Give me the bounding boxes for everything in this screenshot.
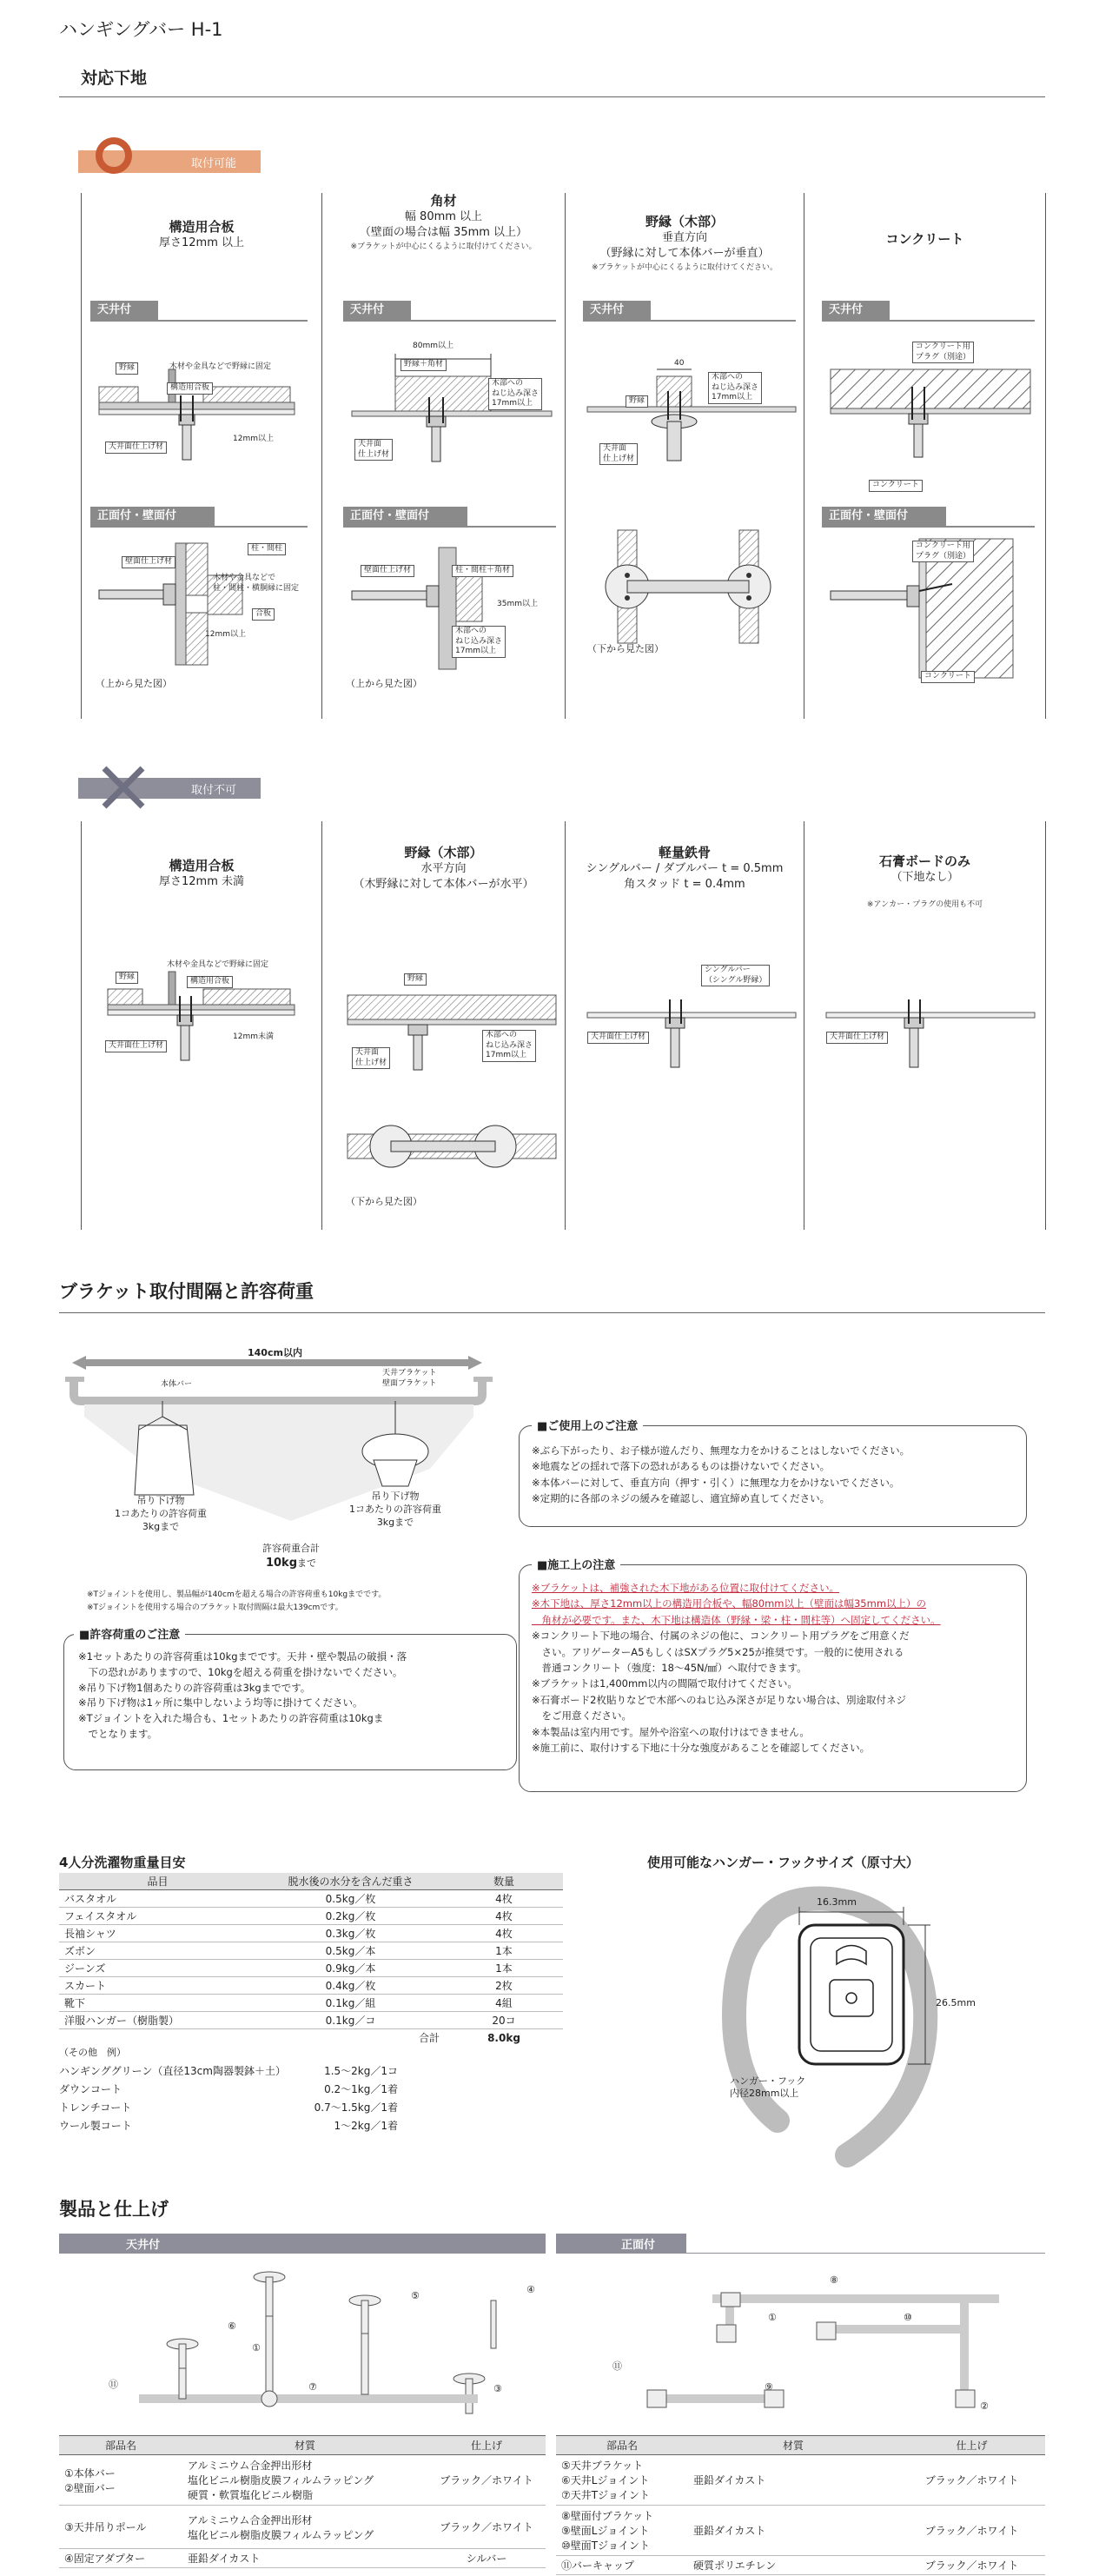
weight: 0.3kg／枚: [256, 1925, 445, 1942]
table-row: [59, 2012, 563, 2029]
diagram-label: 35mm以上: [497, 600, 538, 608]
load-notice-body: [78, 1650, 508, 1743]
diagram-label: [354, 439, 393, 461]
substrate-note: ※ブラケットが中心にくるように取付けてください。: [350, 242, 537, 252]
other-weight: 0.2〜1kg／1着: [324, 2083, 398, 2095]
bracket-label-line: 壁面ブラケット: [382, 1378, 437, 1388]
callout-3: ③: [493, 2383, 502, 2394]
table-header-row: [556, 2436, 1045, 2455]
diagram-label: [599, 443, 638, 465]
substrate-spec: 角スタッド t = 0.4mm: [624, 877, 745, 891]
table-total-row: [59, 2029, 563, 2047]
install-notice-title: ■施工上の注意: [532, 1556, 620, 1572]
callout-1: ①: [252, 2342, 261, 2354]
table-header-row: [59, 2436, 546, 2455]
view-caption: （下から見た図）: [587, 643, 664, 654]
products-title: 製品と仕上げ: [59, 2199, 169, 2220]
substrate-spec: （野縁に対して本体バーが垂直）: [599, 246, 770, 260]
bar-label: （シングル野縁）: [705, 975, 767, 985]
use-notice-title-text: ご使用上のご注意: [547, 1420, 639, 1433]
ceiling-tag: 天井付: [90, 301, 158, 320]
table-row: [59, 2506, 546, 2549]
tab-ceiling-label: 天井付: [126, 2239, 161, 2252]
hanger-caption-line: ハンガー・フック: [730, 2075, 806, 2087]
diagram-label: 野縁＋角材: [401, 359, 447, 371]
ng-col-header: [804, 852, 1045, 909]
weight: 0.9kg／本: [256, 1960, 445, 1977]
ng-cross-icon: [99, 765, 148, 810]
tag-rule: [343, 320, 556, 322]
plug-label: プラグ（別途）: [916, 551, 971, 561]
view-caption: （上から見た図）: [96, 678, 172, 689]
diagram-label: 木材や金具などで野縁に固定: [169, 362, 272, 371]
other-weight: 1.5〜2kg／1コ: [324, 2065, 398, 2077]
ceiling-tag: 天井付: [822, 301, 890, 320]
wall-tag: 正面付・壁面付: [822, 507, 946, 526]
diagram-label: [482, 1030, 536, 1062]
depth-label: 17mm以上: [486, 1051, 526, 1060]
col-header: 材質: [182, 2436, 427, 2455]
load-line: 1コあたりの許容荷重: [115, 1507, 207, 1519]
diagram-label: [488, 378, 542, 410]
ok-col-header: [566, 212, 804, 272]
other-item: トレンチコート: [59, 2101, 132, 2114]
load-left: [104, 1495, 217, 1534]
depth-label: 17mm以上: [712, 393, 752, 402]
qty: 4組: [445, 1995, 563, 2012]
hanger-caption-line: 内径28mm以上: [730, 2088, 799, 2100]
substrate-spec: シングルバー / ダブルバー t = 0.5mm: [586, 862, 784, 875]
part-finish: ブラック／ホワイト: [898, 2455, 1045, 2506]
ng-col-header: [322, 843, 565, 892]
product-title: ハンギングバー H-1: [59, 19, 223, 40]
bracket-label-line: 天井ブラケット: [382, 1369, 437, 1378]
tag-rule: [583, 320, 796, 322]
view-caption: （上から見た図）: [346, 678, 422, 689]
substrate-spec: 垂直方向: [661, 231, 707, 244]
notice-line: でとなります。: [78, 1728, 158, 1741]
load-notice-title-text: 許容荷重のご注意: [89, 1629, 181, 1642]
hanger-size-diagram: [639, 1877, 1003, 2190]
ng-col-divider: [1045, 821, 1046, 1230]
callout-11: ⑪: [109, 2379, 118, 2390]
ng-col-header: [566, 843, 804, 892]
parts-table-right: [556, 2435, 1045, 2575]
part-name: ⑤天井ブラケット ⑥天井Lジョイント ⑦天井Tジョイント: [556, 2455, 688, 2506]
diagram-label: [912, 541, 974, 562]
item: ジーンズ: [59, 1960, 256, 1977]
table-row: [556, 2556, 1045, 2575]
section-divider: [59, 1312, 1045, 1313]
diagram-label: 野縁: [116, 972, 138, 984]
diagram-label: 構造用合板: [187, 976, 233, 988]
span-label: 140cm以内: [248, 1347, 302, 1358]
weight: 0.2kg／枚: [256, 1908, 445, 1925]
part-finish: ブラック／ホワイト: [898, 2556, 1045, 2575]
tag-rule: [90, 526, 308, 528]
callout-11: ⑪: [612, 2360, 622, 2372]
notice-line: ※施工前に、取付けする下地に十分な強度があることを確認してください。: [532, 1741, 871, 1754]
part-name: ⑪バーキャップ: [556, 2556, 688, 2575]
part-name: ③天井吊りポール: [59, 2506, 182, 2549]
tab-underline: [556, 2253, 1045, 2254]
warning-line: ※ブラケットは、補強された木下地がある位置に取付けてください。: [532, 1582, 840, 1594]
total-suffix: まで: [297, 1557, 317, 1569]
weight: 0.1kg／組: [256, 1995, 445, 2012]
other-item: ダウンコート: [59, 2083, 122, 2095]
warning-line: 角材が必要です。また、木下地は構造体（野縁・梁・柱・間柱等）へ固定してください。: [532, 1613, 941, 1626]
diagram-label: [912, 342, 974, 363]
part-name: ①本体バー ②壁面バー: [59, 2455, 182, 2506]
depth-label: ねじ込み深さ: [486, 1040, 533, 1050]
weight: 0.4kg／枚: [256, 1977, 445, 1995]
diagram-label: 木材や金具などで野縁に固定: [167, 960, 269, 969]
depth-label: ねじ込み深さ: [455, 636, 503, 646]
col-header: 品目: [59, 1873, 256, 1890]
ok-joist-below-diagram: [583, 521, 800, 652]
substrate-title: 構造用合板: [169, 219, 235, 235]
substrate-title: 角材: [430, 193, 457, 209]
finish-label: 天井面: [355, 1048, 380, 1057]
tag-rule: [822, 526, 1035, 528]
tag-rule: [90, 320, 308, 322]
depth-label: 17mm以上: [492, 399, 533, 408]
wall-product-diagram: [599, 2260, 1034, 2433]
substrate-title: 構造用合板: [169, 858, 235, 873]
section-divider: [59, 96, 1045, 97]
substrate-spec: （木野縁に対して本体バーが水平）: [353, 877, 534, 891]
diagram-label: コンクリート: [921, 671, 975, 683]
qty: 20コ: [445, 2012, 563, 2029]
callout-2: ②: [980, 2400, 989, 2412]
col-header: 仕上げ: [427, 2436, 546, 2455]
notice-line: ※ぶら下がったり、お子様が遊んだり、無理な力をかけることはしないでください。: [532, 1444, 910, 1457]
other-item: ハンギンググリーン（直径13cm陶器製鉢＋土）: [59, 2065, 286, 2077]
part-material: アルミニウム合金押出形材 塩化ビニル樹脂皮膜フィルムラッピング 硬質・軟質塩化ビニル樹脂: [182, 2455, 427, 2506]
diagram-label: 40: [674, 359, 685, 368]
total-label: 合計: [418, 2032, 440, 2044]
table-row: [59, 1995, 563, 2012]
qty: 4枚: [445, 1925, 563, 1942]
other-weight: 1〜2kg／1着: [334, 2120, 398, 2132]
table-header-row: [59, 1873, 563, 1890]
bar-label: シングルバー: [705, 966, 751, 974]
callout-6: ⑥: [228, 2320, 236, 2332]
diagram-label: 壁面仕上げ材: [122, 556, 175, 568]
col-header: 部品名: [556, 2436, 688, 2455]
substrate-spec: 厚さ12mm 以上: [158, 236, 244, 249]
ceiling-tag: 天井付: [343, 301, 411, 320]
use-notice-body: [532, 1443, 1018, 1507]
callout-4: ④: [526, 2284, 535, 2295]
diagram-label: 天井面仕上げ材: [587, 1032, 649, 1044]
total-load: [235, 1543, 348, 1570]
qty: 1本: [445, 1960, 563, 1977]
weight: 0.5kg／枚: [256, 1890, 445, 1908]
item: スカート: [59, 1977, 256, 1995]
depth-label: 木部への: [492, 379, 524, 388]
diagram-label: 柱・間柱: [248, 543, 286, 555]
substrate-note: ※アンカー・プラグの使用も不可: [866, 900, 983, 909]
notice-line: 下の恐れがありますので、10kgを超える荷重を掛けないでください。: [78, 1665, 403, 1678]
table-row: [556, 2455, 1045, 2506]
use-notice-title: ■ご使用上のご注意: [532, 1417, 643, 1433]
bracket-footnote: ※Tジョイントを使用し、製品幅が140cmを超える場合の許容荷重も10kgまでです。: [87, 1590, 387, 1599]
bracket-label: [382, 1369, 437, 1389]
depth-label: 17mm以上: [455, 647, 496, 656]
callout-7: ⑦: [308, 2381, 317, 2393]
notice-line: ※本製品は室内用です。屋外や浴室への取付けはできません。: [532, 1725, 810, 1738]
substrate-title: 野縁（木部）: [645, 214, 724, 229]
table-row: [59, 2549, 546, 2568]
laundry-table: [59, 1873, 563, 2046]
total-line: 許容荷重合計: [262, 1543, 320, 1554]
item: 靴下: [59, 1995, 256, 2012]
hanger-caption: [730, 2075, 805, 2101]
finish-label: 天井面: [358, 440, 382, 448]
bracket-footnote: ※Tジョイントを使用する場合のブラケット取付間隔は最大139cmです。: [87, 1603, 343, 1612]
diagram-label: 12mm以上: [205, 630, 246, 639]
tag-rule: [822, 320, 1035, 322]
notice-line: さい。アリゲーターA5もしくはSXプラグ5×25が推奨です。一般的に使用される: [532, 1645, 904, 1658]
hanger-width: 16.3mm: [817, 1896, 857, 1908]
warning-line: ※木下地は、厚さ12mm以上の構造用合板や、幅80mm以上（壁面は幅35mm以上）の: [532, 1597, 927, 1610]
laundry-title: 4人分洗濯物重量目安: [59, 1855, 186, 1870]
diagram-label: コンクリート: [869, 480, 923, 492]
list-item: [59, 2098, 398, 2116]
part-name: ⑧壁面付ブラケット ⑨壁面Lジョイント ⑩壁面Tジョイント: [556, 2506, 688, 2556]
substrate-spec: （下地なし）: [890, 871, 959, 884]
item: 長袖シャツ: [59, 1925, 256, 1942]
total-value: 8.0kg: [487, 2031, 520, 2044]
load-line: 吊り下げ物: [371, 1490, 420, 1502]
diagram-label: 野縁: [626, 395, 648, 408]
substrate-note: ※ブラケットが中心にくるように取付けてください。: [591, 263, 778, 273]
diagram-label: [352, 1047, 390, 1069]
diagram-label: 構造用合板: [167, 382, 213, 395]
ok-col-header: [82, 217, 321, 251]
part-material: 亜鉛ダイカスト: [182, 2549, 427, 2568]
weight: 0.5kg／本: [256, 1942, 445, 1960]
callout-9: ⑨: [765, 2381, 773, 2393]
install-notice-title-text: 施工上の注意: [547, 1559, 616, 1572]
ok-col-divider: [81, 193, 82, 719]
notice-line: ※石膏ボード2枚貼りなどで木部へのねじ込み深さが足りない場合は、別途取付ネジ: [532, 1693, 906, 1706]
finish-label: 天井面: [603, 444, 627, 453]
diagram-label: 壁面仕上げ材: [361, 565, 414, 577]
view-caption: （下から見た図）: [346, 1196, 422, 1207]
wall-tag: 正面付・壁面付: [90, 507, 215, 526]
item: ズボン: [59, 1942, 256, 1960]
tab-underline: [59, 2253, 546, 2254]
wall-tag: 正面付・壁面付: [343, 507, 467, 526]
diagram-label: 天井面仕上げ材: [105, 442, 167, 454]
notice-line: 普通コンクリート（強度：18〜45N/㎟）へ取付できます。: [532, 1661, 807, 1674]
bracket-section-title: ブラケット取付間隔と許容荷重: [59, 1281, 314, 1302]
col-header: 数量: [445, 1873, 563, 1890]
install-notice-body: [532, 1580, 1023, 1756]
ng-badge-label: 取付不可: [191, 784, 237, 797]
substrate-spec: （壁面の場合は幅 35mm 以上）: [359, 225, 528, 239]
plug-label: コンクリート用: [916, 342, 970, 351]
diagram-label: [701, 965, 770, 986]
diagram-label: 野縁: [116, 362, 138, 375]
ng-col-header: [82, 856, 321, 890]
diagram-label: 野縁: [404, 973, 427, 986]
part-finish: ブラック／ホワイト: [427, 2506, 546, 2549]
ok-col-divider: [321, 193, 322, 719]
diagram-label: [452, 626, 506, 658]
depth-label: ねじ込み深さ: [712, 382, 759, 392]
callout-1: ①: [768, 2312, 777, 2323]
weight: 0.1kg／コ: [256, 2012, 445, 2029]
part-material: 亜鉛ダイカスト: [688, 2506, 898, 2556]
notice-line: ※地震などの揺れで落下の恐れがあるものは掛けないでください。: [532, 1460, 831, 1473]
list-item: [59, 2061, 398, 2080]
total-value: 10kg: [265, 1556, 298, 1570]
diagram-label: 天井面仕上げ材: [826, 1032, 888, 1044]
part-finish: ブラック／ホワイト: [427, 2455, 546, 2506]
substrate-spec: 水平方向: [420, 862, 467, 875]
other-weight: 0.7〜1.5kg／1着: [314, 2101, 398, 2114]
ok-col-header: [322, 191, 565, 251]
parts-table-left: [59, 2435, 546, 2568]
list-item: [59, 2080, 398, 2098]
depth-label: 木部への: [712, 373, 744, 382]
notice-line: ※コンクリート下地の場合、付属のネジの他に、コンクリート用プラグをご用意くだ: [532, 1630, 910, 1643]
part-material: 亜鉛ダイカスト: [688, 2455, 898, 2506]
table-row: [59, 2455, 546, 2506]
qty: 1本: [445, 1942, 563, 1960]
ok-badge-label: 取付可能: [191, 157, 237, 170]
table-row: [59, 1890, 563, 1908]
diagram-label: 合板: [252, 608, 275, 621]
load-line: 吊り下げ物: [136, 1495, 185, 1506]
substrate-title: 軽量鉄骨: [658, 845, 711, 860]
finish-label: 仕上げ材: [603, 454, 635, 463]
others-title: （その他 例）: [59, 2047, 126, 2058]
table-row: [59, 1942, 563, 1960]
ceiling-tag: 天井付: [583, 301, 651, 320]
qty: 4枚: [445, 1890, 563, 1908]
diagram-label: [708, 372, 762, 404]
ng-joist-diagram: [343, 986, 560, 1221]
col-header: 部品名: [59, 2436, 182, 2455]
qty: 4枚: [445, 1908, 563, 1925]
item: フェイスタオル: [59, 1908, 256, 1925]
fix-label: 柱・間柱・横胴縁に固定: [213, 583, 300, 593]
load-line: 3kgまで: [142, 1520, 180, 1532]
ceiling-product-diagram: [104, 2264, 521, 2429]
section-title-substrate: 対応下地: [81, 69, 148, 88]
substrate-title: 石膏ボードのみ: [878, 853, 970, 869]
load-notice-title: ■許容荷重のご注意: [74, 1625, 185, 1642]
depth-label: ねじ込み深さ: [492, 388, 540, 398]
callout-5: ⑤: [411, 2290, 420, 2301]
table-row: [59, 1977, 563, 1995]
notice-line: ※吊り下げ物は1ヶ所に集中しないよう均等に掛けてください。: [78, 1696, 363, 1710]
table-row: [59, 1925, 563, 1942]
table-row: [556, 2506, 1045, 2556]
diagram-label: 天井面仕上げ材: [105, 1040, 167, 1052]
part-name: ④固定アダプター: [59, 2549, 182, 2568]
plug-label: プラグ（別途）: [916, 352, 971, 362]
bar-label: 本体バー: [161, 1380, 193, 1389]
substrate-spec: 幅 80mm 以上: [404, 210, 483, 223]
table-row: [59, 1960, 563, 1977]
diagram-label: 12mm未満: [233, 1032, 274, 1041]
diagram-label: 80mm以上: [413, 342, 454, 350]
notice-line: ※1セットあたりの許容荷重は10kgまでです。天井・壁や製品の破損・落: [78, 1650, 407, 1663]
load-right: [339, 1490, 452, 1530]
notice-line: ※本体バーに対して、垂直方向（押す・引く）に無理な力をかけないでください。: [532, 1476, 900, 1489]
tag-rule: [343, 526, 556, 528]
load-line: 3kgまで: [376, 1516, 414, 1528]
depth-label: 木部への: [455, 627, 487, 635]
ok-circle-icon: [96, 137, 132, 174]
part-finish: ブラック／ホワイト: [898, 2506, 1045, 2556]
diagram-label: [213, 574, 299, 594]
hanger-size-title: 使用可能なハンガー・フックサイズ（原寸大）: [647, 1855, 919, 1870]
notice-line: ※Tジョイントを入れた場合も、1セットあたりの許容荷重は10kgま: [78, 1712, 384, 1725]
diagram-label: 12mm以上: [233, 435, 274, 443]
tab-wall-label: 正面付: [621, 2239, 656, 2252]
item: バスタオル: [59, 1890, 256, 1908]
col-header: 材質: [688, 2436, 898, 2455]
notice-line: ※吊り下げ物1個あたりの許容荷重は3kgまでです。: [78, 1681, 311, 1694]
finish-label: 仕上げ材: [358, 449, 390, 459]
part-material: アルミニウム合金押出形材 塩化ビニル樹脂皮膜フィルムラッピング: [182, 2506, 427, 2549]
substrate-title: 野縁（木部）: [404, 845, 483, 860]
plug-label: コンクリート用: [916, 541, 970, 550]
other-item: ウール製コート: [59, 2120, 132, 2132]
substrate-title: コンクリート: [885, 231, 964, 247]
list-item: [59, 2116, 398, 2134]
substrate-spec: 厚さ12mm 未満: [158, 875, 244, 888]
item: 洋服ハンガー（樹脂製）: [59, 2012, 256, 2029]
part-material: 硬質ポリエチレン: [688, 2556, 898, 2575]
table-row: [59, 1908, 563, 1925]
load-line: 1コあたりの許容荷重: [349, 1503, 441, 1515]
depth-label: 木部への: [486, 1031, 518, 1039]
ok-col-header: [804, 229, 1045, 248]
notice-line: ※定期的に各部のネジの緩みを確認し、適宜締め直してください。: [532, 1492, 831, 1505]
diagram-label: 柱・間柱＋角材: [452, 565, 513, 577]
ok-col-divider: [1045, 193, 1046, 719]
hanger-height: 26.5mm: [936, 1997, 976, 2008]
fix-label: 木材や金具などで: [213, 574, 276, 582]
col-header: 仕上げ: [898, 2436, 1045, 2455]
finish-label: 仕上げ材: [355, 1058, 387, 1067]
col-header: 脱水後の水分を含んだ重さ: [256, 1873, 445, 1890]
notice-line: をご用意ください。: [532, 1710, 632, 1723]
qty: 2枚: [445, 1977, 563, 1995]
notice-line: ※ブラケットは1,400mm以内の間隔で取付けてください。: [532, 1677, 798, 1690]
callout-10: ⑩: [904, 2312, 912, 2323]
others-table: [59, 2061, 398, 2134]
part-finish: シルバー: [427, 2549, 546, 2568]
callout-8: ⑧: [830, 2274, 838, 2286]
